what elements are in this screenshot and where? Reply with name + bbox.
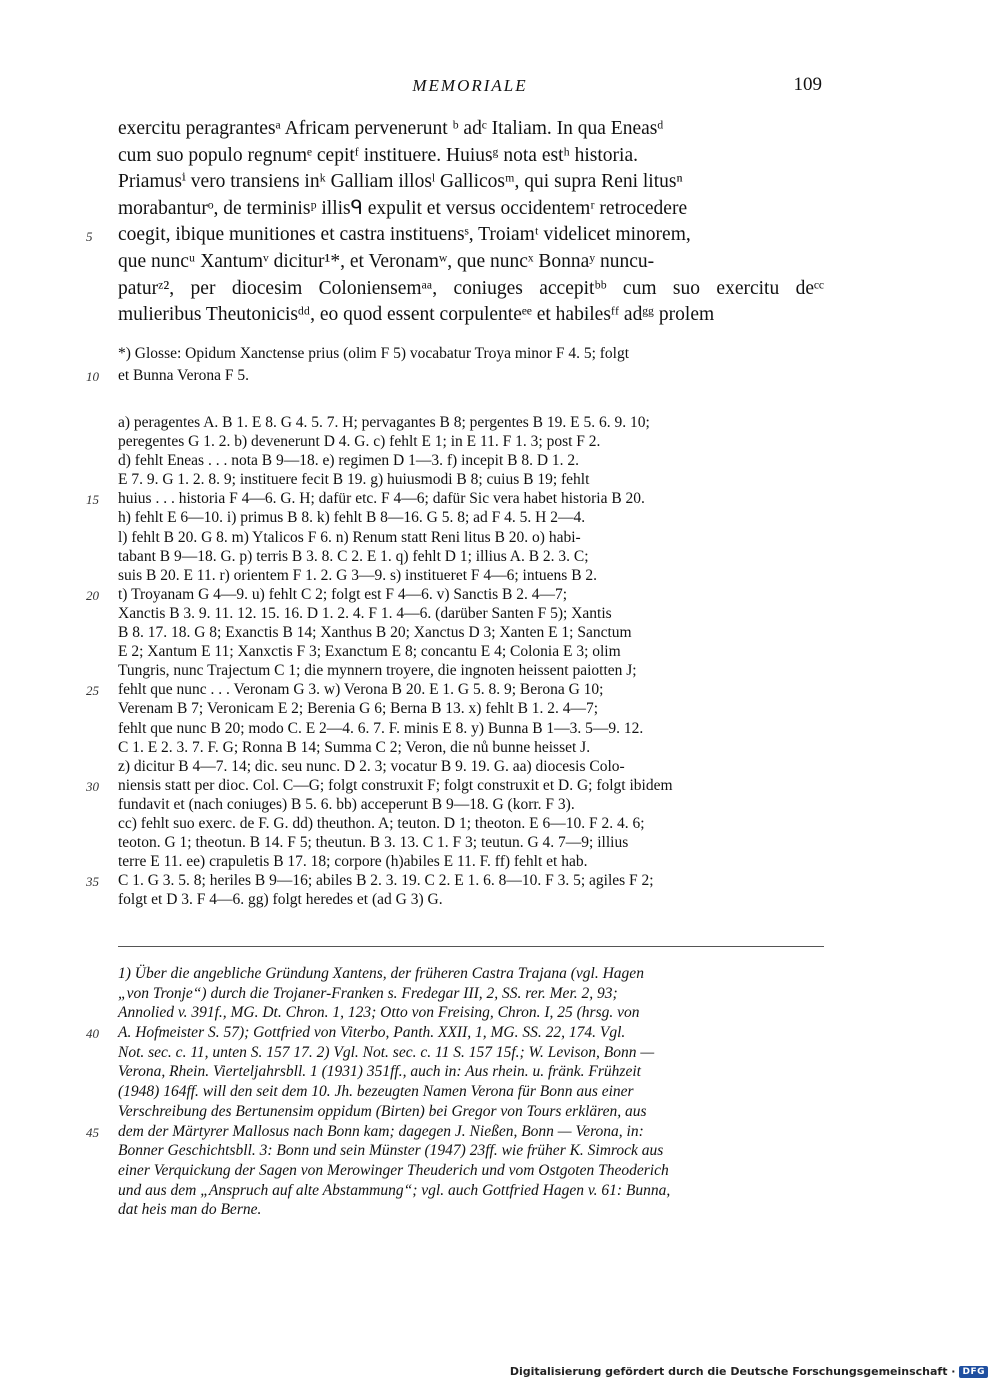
line-number: 45 [86, 1124, 99, 1140]
line-number: 15 [86, 492, 99, 508]
line-text: folgt et D 3. F 4—6. gg) folgt heredes et (ad G 3) G. [118, 891, 443, 909]
line-number: 35 [86, 874, 99, 890]
text-line [118, 1043, 824, 1063]
line-text: (1948) 164ff. will den seit dem 10. Jh. bezeugten Namen Verona für Bonn aus einer [118, 1083, 634, 1101]
text-line [86, 365, 824, 387]
text-line [118, 1161, 824, 1181]
line-text: C 1. E 2. 3. 7. F. G; Ronna B 14; Summa C 2; Veron, die nů bunne heisset J. [118, 738, 591, 756]
line-text: et Bunna Verona F 5. [118, 367, 250, 384]
text-line [118, 143, 824, 170]
text-line [86, 222, 824, 249]
line-text: fundavit et (nach coniuges) B 5. 6. bb) acceperunt B 9—18. G (korr. F 3). [118, 795, 575, 813]
text-line [118, 547, 824, 566]
text-line [86, 1023, 824, 1043]
line-text: cum suo populo regnumᵉ cepitᶠ instituere. Huiusᵍ nota estʰ historia. [118, 144, 638, 166]
text-line [118, 795, 824, 814]
page-number: 109 [793, 74, 822, 95]
line-text: coegit, ibique munitiones et castra instituensˢ, Troiamᵗ videlicet minorem, [118, 224, 691, 246]
line-text: peregentes G 1. 2. b) devenerunt D 4. G. c) fehlt E 1; in E 11. F 1. 3; post F 2. [118, 433, 601, 451]
page-header [118, 76, 822, 100]
line-text: Xanctis B 3. 9. 11. 12. 15. 16. D 1. 2. 4. F 1. 4—6. (darüber Santen F 5); Xantis [118, 604, 612, 622]
text-line [86, 680, 824, 699]
line-text: a) peragentes A. B 1. E 8. G 4. 5. 7. H; pervagantes B 8; pergentes B 19. E 5. 6. 9. 10; [118, 414, 650, 431]
line-number: 10 [86, 369, 99, 384]
line-text: fehlt que nunc . . . Veronam G 3. w) Verona B 20. E 1. G 5. 8. 9; Berona G 10; [118, 681, 604, 699]
text-line [118, 196, 824, 223]
text-line [118, 343, 824, 365]
line-text: tabant B 9—18. G. p) terris B 3. 8. C 2. E 1. q) fehlt D 1; illius A. B 2. 3. C; [118, 547, 589, 565]
line-text: z) dicitur B 4—7. 14; dic. seu nunc. D 2. 3; vocatur B 9. 19. G. aa) diocesis Colo- [118, 757, 625, 775]
line-text: exercitu peragrantesᵃ Africam pervenerunt ᵇ adᶜ Italiam. In qua Eneasᵈ [118, 118, 664, 139]
text-line [86, 1122, 824, 1142]
text-line [118, 604, 824, 623]
text-line [118, 661, 824, 680]
text-line [86, 585, 824, 604]
text-line [118, 699, 824, 718]
text-line [118, 413, 824, 432]
text-line [118, 1082, 824, 1102]
text-line [118, 508, 824, 527]
running-title: MEMORIALE [412, 76, 528, 95]
text-line [118, 566, 824, 585]
line-text: E 2; Xantum E 11; Xanxctis F 3; Exanctum E 8; concantu E 4; Colonia E 3; olim [118, 643, 621, 661]
variant-apparatus [86, 413, 824, 909]
line-text: B 8. 17. 18. G 8; Exanctis B 14; Xanthus B 20; Xanctus D 3; Xanten E 1; Sanctum [118, 624, 632, 642]
text-line [118, 1102, 824, 1122]
line-text: Verona, Rhein. Vierteljahrsbll. 1 (1931) 351ff., auch in: Aus rhein. u. fränk. Frühzeit [118, 1063, 641, 1081]
text-line [118, 116, 824, 143]
line-text: *) Glosse: Opidum Xanctense prius (olim F 5) vocabatur Troya minor F 4. 5; folgt [118, 345, 630, 362]
line-text: A. Hofmeister S. 57); Gottfried von Viterbo, Panth. XXII, 1, MG. SS. 22, 174. Vgl. [118, 1024, 626, 1042]
text-line [118, 852, 824, 871]
line-text: dem der Märtyrer Mallosus nach Bonn kam; dagegen J. Nießen, Bonn — Verona, in: [118, 1122, 644, 1140]
line-text: cc) fehlt suo exerc. de F. G. dd) theuthon. A; teuton. D 1; theoton. E 6—10. F 2. 4. 6; [118, 814, 645, 832]
gloss-note [86, 343, 824, 387]
line-text: dat heis man do Berne. [118, 1201, 262, 1219]
line-number: 30 [86, 778, 99, 794]
line-text: und aus dem „Anspruch auf alte Abstammung“; vgl. auch Gottfried Hagen v. 61: Bunna, [118, 1181, 671, 1199]
line-text: Bonner Geschichtsbll. 3: Bonn und sein Münster (1947) 23ff. wie früher K. Simrock aus [118, 1142, 664, 1160]
line-number: 25 [86, 683, 99, 699]
line-text: C 1. G 3. 5. 8; heriles B 9—16; abiles B 2. 3. 19. C 2. E 1. 6. 8—10. F 3. 5; agiles F 2; [118, 872, 654, 890]
dfg-logo: DFG [959, 1366, 988, 1378]
line-text: d) fehlt Eneas . . . nota B 9—18. e) regimen D 1—3. f) incepit B 8. D 1. 2. [118, 452, 580, 470]
footnote-separator [118, 946, 824, 947]
text-line [118, 890, 824, 909]
line-text: teoton. G 1; theotun. B 14. F 5; theutun. B 3. 13. C 1. F 3; teutun. G 4. 7—9; illius [118, 834, 629, 852]
text-line [118, 1062, 824, 1082]
text-line [118, 814, 824, 833]
line-text: Verschreibung des Bertunensim oppidum (Birten) bei Gregor von Tours erklären, aus [118, 1102, 647, 1120]
text-line [118, 1141, 824, 1161]
text-line [86, 776, 824, 795]
text-line [118, 249, 824, 276]
text-line [118, 470, 824, 489]
line-text: niensis statt per dioc. Col. C—G; folgt construxit F; folgt construxit et D. G; folgt ibidem [118, 776, 673, 794]
line-text: paturᶻ², per diocesim Coloniensemᵃᵃ, coniuges accepitᵇᵇ cum suo exercitu deᶜᶜ [118, 277, 824, 299]
text-line [118, 719, 824, 738]
line-text: Tungris, nunc Trajectum C 1; die mynnern troyere, die ingnoten heissent paiotten J; [118, 662, 637, 680]
line-number: 5 [86, 229, 93, 245]
text-line [118, 757, 824, 776]
line-text: „von Tronje“) durch die Trojaner-Franken s. Fredegar III, 2, SS. rer. Mer. 2, 93; [118, 984, 618, 1002]
text-line [118, 1200, 824, 1220]
line-text: huius . . . historia F 4—6. G. H; dafür etc. F 4—6; dafür Sic vera habet historia B 20. [118, 490, 645, 508]
line-text: Verenam B 7; Veronicam E 2; Berenia G 6; Berna B 13. x) fehlt B 1. 2. 4—7; [118, 700, 599, 718]
line-text: fehlt que nunc B 20; modo C. E 2—4. 6. 7. F. minis E 8. y) Bunna B 1—3. 5—9. 12. [118, 719, 644, 737]
line-text: l) fehlt B 20. G 8. m) Ytalicos F 6. n) Renum statt Reni litus B 20. o) habi- [118, 528, 581, 546]
line-text: 1) Über die angebliche Gründung Xantens, der früheren Castra Trajana (vgl. Hagen [118, 965, 644, 982]
text-line [86, 489, 824, 508]
text-line [118, 623, 824, 642]
line-number: 40 [86, 1026, 99, 1042]
text-line [118, 984, 824, 1004]
digitization-credit [510, 1365, 988, 1378]
text-line [118, 1003, 824, 1023]
line-text: suis B 20. E 11. r) orientem F 1. 2. G 3—9. s) institueret F 4—6; intuens B 2. [118, 566, 598, 584]
text-line [118, 451, 824, 470]
text-line [118, 833, 824, 852]
line-text: einer Verquickung der Sagen von Merowinger Theuderich und vom Ostgoten Theoderich [118, 1161, 669, 1179]
line-text: mulieribus Theutonicisᵈᵈ, eo quod essent corpulenteᵉᵉ et habilesᶠᶠ adᵍᵍ prolem [118, 304, 715, 326]
text-line [118, 642, 824, 661]
text-line [118, 528, 824, 547]
footnotes [86, 964, 824, 1220]
line-number: 20 [86, 587, 99, 603]
text-line [118, 276, 824, 303]
line-text: morabanturᵒ, de terminisᵖ illisᑫ expulit et versus occidentemʳ retrocedere [118, 197, 688, 219]
line-text: Not. sec. c. 11, unten S. 157 17. 2) Vgl. Not. sec. c. 11 S. 157 15f.; W. Levison, Bonn — [118, 1043, 655, 1061]
line-text: E 7. 9. G 1. 2. 8. 9; instituere fecit B 19. g) huiusmodi B 8; cuius B 19; fehlt [118, 471, 590, 489]
text-line [118, 302, 824, 329]
line-text: que nuncᵘ Xantumᵛ dicitur¹*, et Veronamʷ, que nuncˣ Bonnaʸ nuncu- [118, 250, 655, 272]
line-text: terre E 11. ee) crapuletis B 17. 18; corpore (h)abiles E 11. F. ff) fehlt et hab. [118, 853, 588, 871]
text-line [118, 1181, 824, 1201]
text-line [118, 432, 824, 451]
text-line [118, 738, 824, 757]
text-line [118, 964, 824, 984]
text-line [118, 169, 824, 196]
line-text: t) Troyanam G 4—9. u) fehlt C 2; folgt est F 4—6. v) Sanctis B 2. 4—7; [118, 585, 568, 603]
main-text [86, 116, 824, 329]
line-text: Priamusⁱ vero transiens inᵏ Galliam illosˡ Gallicosᵐ, qui supra Reni litusⁿ [118, 171, 683, 193]
line-text: h) fehlt E 6—10. i) primus B 8. k) fehlt B 8—16. G 5. 8; ad F 4. 5. H 2—4. [118, 509, 586, 527]
credit-text: Digitalisierung gefördert durch die Deutsche Forschungsgemeinschaft · [509, 1365, 956, 1378]
line-text: Annolied v. 391f., MG. Dt. Chron. 1, 123; Otto von Freising, Chron. I, 25 (hrsg. von [118, 1004, 640, 1022]
text-line [86, 871, 824, 890]
